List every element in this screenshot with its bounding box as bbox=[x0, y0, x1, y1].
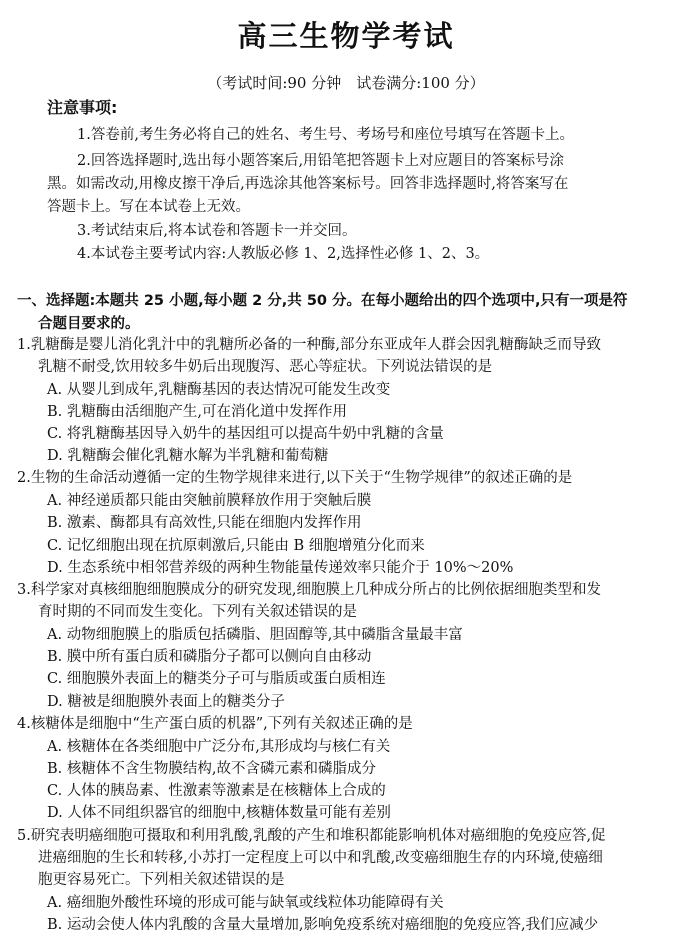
question-1-stem: 乳糖不耐受,饮用较多牛奶后出现腹泻、恶心等症状。下列说法错误的是 bbox=[38, 359, 493, 375]
question-2-option-a: A. 神经递质都只能由突触前膜释放作用于突触后膜 bbox=[47, 493, 372, 509]
question-2-stem: 2.生物的生命活动遵循一定的生物学规律来进行,以下关于“生物学规律”的叙述正确的是 bbox=[17, 470, 573, 486]
question-4-option-b: B. 核糖体不含生物膜结构,故不含磷元素和磷脂成分 bbox=[47, 761, 376, 777]
question-3-option-b: B. 膜中所有蛋白质和磷脂分子都可以侧向自由移动 bbox=[47, 649, 372, 665]
exam-title: 高三生物学考试 bbox=[237, 19, 455, 53]
question-3-stem: 3.科学家对真核细胞细胞膜成分的研究发现,细胞膜上几种成分所占的比例依据细胞类型和发 bbox=[17, 582, 601, 598]
note-line: 4.本试卷主要考试内容:人教版必修 1、2,选择性必修 1、2、3。 bbox=[77, 246, 490, 262]
section-heading-cont: 合题目要求的。 bbox=[38, 316, 140, 332]
question-3-option-a: A. 动物细胞膜上的脂质包括磷脂、胆固醇等,其中磷脂含量最丰富 bbox=[47, 627, 463, 643]
question-1-stem: 1.乳糖酶是婴儿消化乳汁中的乳糖所必备的一种酶,部分东亚成年人群会因乳糖酶缺乏而导致 bbox=[17, 337, 601, 353]
note-line: 黑。如需改动,用橡皮擦干净后,再选涂其他答案标号。回答非选择题时,将答案写在 bbox=[47, 176, 569, 192]
question-2-option-b: B. 激素、酶都具有高效性,只能在细胞内发挥作用 bbox=[47, 515, 362, 531]
question-5-option-b: B. 运动会使人体内乳酸的含量大量增加,影响免疫系统对癌细胞的免疫应答,我们应减少 bbox=[47, 917, 599, 933]
question-1-option-d: D. 乳糖酶会催化乳糖水解为半乳糖和葡萄糖 bbox=[47, 448, 329, 464]
note-line: 1.答卷前,考生务必将自己的姓名、考生号、考场号和座位号填写在答题卡上。 bbox=[77, 127, 574, 143]
question-3-option-c: C. 细胞膜外表面上的糖类分子可与脂质或蛋白质相连 bbox=[47, 671, 386, 687]
notes-heading: 注意事项: bbox=[47, 98, 118, 117]
question-2-option-d: D. 生态系统中相邻营养级的两种生物能量传递效率只能介于 10%～20% bbox=[47, 560, 514, 576]
question-2-option-c: C. 记忆细胞出现在抗原刺激后,只能由 B 细胞增殖分化而来 bbox=[47, 538, 425, 554]
note-line: 答题卡上。写在本试卷上无效。 bbox=[47, 199, 250, 215]
question-5-stem: 进癌细胞的生长和转移,小苏打一定程度上可以中和乳酸,改变癌细胞生存的内环境,使癌细 bbox=[38, 850, 603, 866]
question-3-stem: 育时期的不同而发生变化。下列有关叙述错误的是 bbox=[38, 604, 357, 620]
question-5-stem: 胞更容易死亡。下列相关叙述错误的是 bbox=[38, 872, 285, 888]
question-4-stem: 4.核糖体是细胞中“生产蛋白质的机器”,下列有关叙述正确的是 bbox=[17, 716, 413, 732]
note-line: 3.考试结束后,将本试卷和答题卡一并交回。 bbox=[77, 223, 357, 239]
question-1-option-b: B. 乳糖酶由活细胞产生,可在消化道中发挥作用 bbox=[47, 404, 347, 420]
question-4-option-c: C. 人体的胰岛素、性激素等激素是在核糖体上合成的 bbox=[47, 783, 386, 799]
question-4-option-a: A. 核糖体在各类细胞中广泛分布,其形成均与核仁有关 bbox=[47, 739, 391, 755]
question-1-option-c: C. 将乳糖酶基因导入奶牛的基因组可以提高牛奶中乳糖的含量 bbox=[47, 426, 444, 442]
question-3-option-d: D. 糖被是细胞膜外表面上的糖类分子 bbox=[47, 694, 285, 710]
note-line: 2.回答选择题时,选出每小题答案后,用铅笔把答题卡上对应题目的答案标号涂 bbox=[77, 153, 565, 169]
exam-time-info: （考试时间:90 分钟 试卷满分:100 分） bbox=[207, 74, 485, 92]
question-5-option-a: A. 癌细胞外酸性环境的形成可能与缺氧或线粒体功能障碍有关 bbox=[47, 895, 444, 911]
section-heading: 一、选择题:本题共 25 小题,每小题 2 分,共 50 分。在每小题给出的四个选项中,只有一项是符 bbox=[17, 293, 628, 309]
question-5-stem: 5.研究表明癌细胞可摄取和利用乳酸,乳酸的产生和堆积都能影响机体对癌细胞的免疫应答,促 bbox=[17, 828, 606, 844]
question-4-option-d: D. 人体不同组织器官的细胞中,核糖体数量可能有差别 bbox=[47, 805, 391, 821]
question-1-option-a: A. 从婴儿到成年,乳糖酶基因的表达情况可能发生改变 bbox=[47, 382, 391, 398]
